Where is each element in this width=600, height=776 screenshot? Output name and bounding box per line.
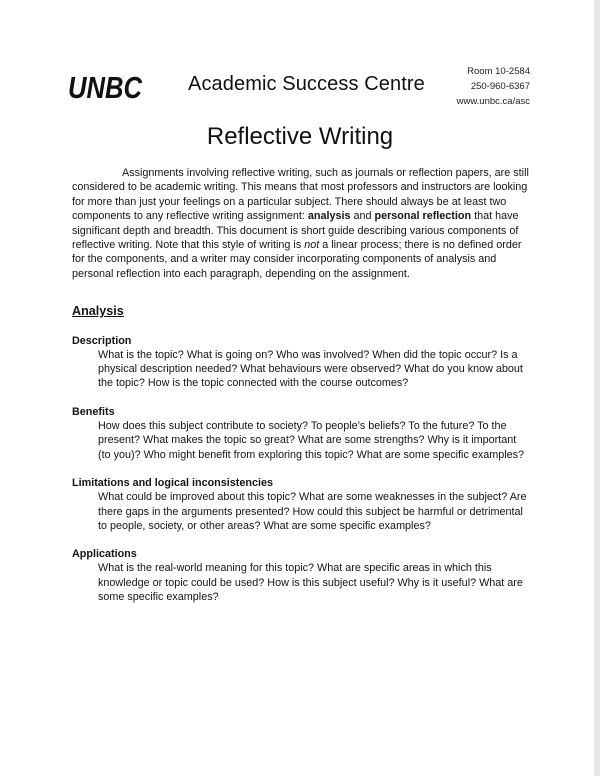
intro-text-3: that have significant depth and breadth. This document is short guide describing various components of reflective writing. Note that this style of writing is (72, 210, 519, 252)
unbc-logo (68, 70, 144, 104)
subsection-text: What is the topic? What is going on? Who was involved? When did the topic occur? Is a physical description needed? What behaviours were observed? What do you know about the topic? How is the topic connected with the course outcomes? (98, 348, 523, 390)
centre-name: Academic Success Centre (188, 73, 425, 95)
intro-bold-analysis: analysis (307, 210, 351, 223)
subsection-limitations (72, 476, 532, 533)
contact-phone: 250-960-6367 (470, 81, 530, 92)
subsection-text: What is the real-world meaning for this topic? What are specific areas in which this knowledge or topic could be used? How is this subject useful? Why is it useful? What are some specific examples? (98, 562, 523, 604)
subsection-heading: Description (72, 334, 132, 347)
intro-paragraph (72, 166, 532, 281)
subsection-heading: Applications (72, 548, 137, 561)
intro-bold-personal-reflection: personal reflection (374, 210, 472, 223)
document-body (72, 166, 532, 605)
contact-room: Room 10-2584 (467, 66, 530, 77)
subsection-heading: Benefits (72, 405, 115, 418)
intro-italic-not: not (304, 239, 320, 252)
analysis-heading: Analysis (72, 304, 124, 319)
intro-text-1: Assignments involving reflective writing, such as journals or reflection papers, are still considered to be academic writing. This means that most professors and instructors are looking for more than just your feelings on a particular subject. There should always be at least two components to any reflective writing assignment: (72, 167, 529, 223)
contact-website: www.unbc.ca/asc (456, 96, 530, 107)
subsection-description (72, 334, 532, 391)
intro-text-2: and (350, 210, 375, 223)
document-title: Reflective Writing (206, 123, 394, 150)
subsection-text: How does this subject contribute to society? To people’s beliefs? To the future? To the present? What makes the topic so great? What are some strengths? Why is it important (to you)? Who might benefit from exploring this topic? What are some specific examples? (98, 419, 525, 461)
contact-block (457, 64, 530, 109)
page-edge (594, 0, 600, 776)
subsection-benefits (72, 405, 532, 462)
subsection-heading: Limitations and logical inconsistencies (72, 477, 273, 490)
subsection-applications (72, 547, 532, 604)
unbc-logo-text: UNBC (68, 70, 143, 105)
unbc-logo-mark (68, 70, 144, 104)
intro-text-4: a linear process; there is no defined order for the components, and a writer may consider incorporating components of analysis and personal reflection into each paragraph, depending on the assignment. (72, 239, 522, 280)
subsection-text: What could be improved about this topic? What are some weaknesses in the subject? Are there gaps in the arguments presented? How could this subject be harmful or detrimental to people, society, or other areas? What are some specific examples? (98, 491, 527, 532)
